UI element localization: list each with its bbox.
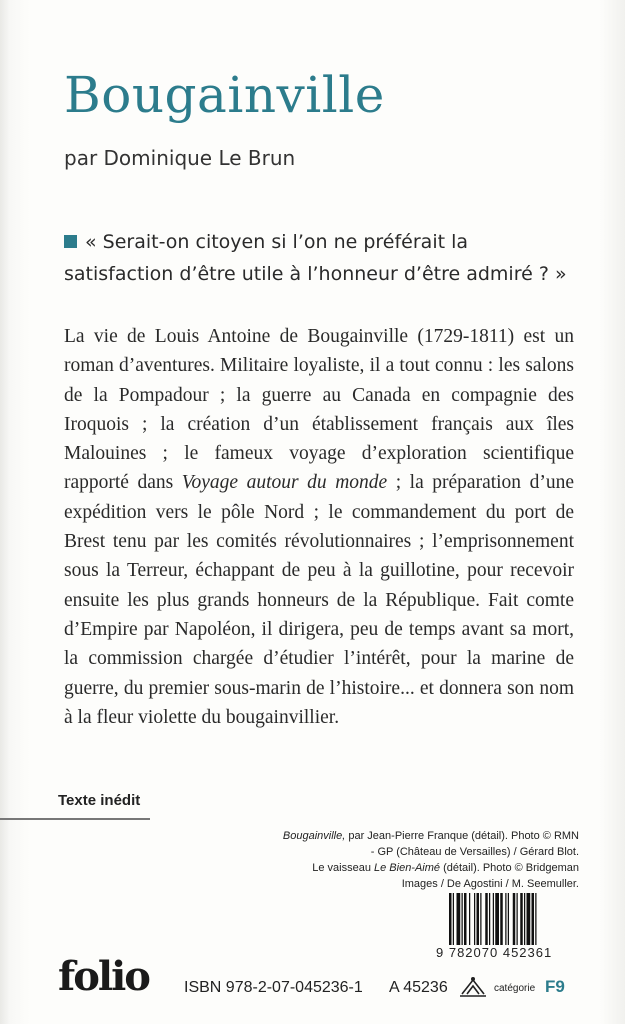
folio-emblem-icon [458, 974, 488, 1000]
summary-part-2: ; la préparation d’une expédition vers le pôle Nord ; le commandement du port de Brest tenu par les comités révolutionnaires ; l’emprisonnement sous la Terreur, échappant de peu à la guillotine, pour recevoir ensuite les plus grands honneurs de la République. Fait comte d’Empire par Napoléon, il dirigera, peu de temps avant sa mort, la commission chargée d’étudier l’intérêt, pour la marine de guerre, du premier sous-marin de l’histoire... et donnera son nom à la fleur violette du bougainvillier. [64, 472, 574, 728]
barcode-bar [469, 893, 470, 945]
folio-logo: folio [58, 953, 149, 1000]
credits-line-3 [239, 860, 579, 876]
barcode-bar [474, 893, 475, 945]
barcode-bar [513, 893, 516, 945]
barcode-bar [495, 893, 499, 945]
credits-line-4: Images / De Agostini / M. Seemuller. [401, 878, 579, 890]
barcode-bar [477, 893, 480, 945]
barcode-bar [464, 893, 467, 945]
texte-inedit-label: Texte inédit [58, 792, 141, 809]
credits-line-2: - GP (Château de Versailles) / Gérard Blot. [370, 846, 579, 858]
category-label: catégorie [494, 983, 536, 994]
barcode-bar [485, 893, 488, 945]
credits-line-1 [239, 828, 579, 844]
category-code: F9 [545, 977, 565, 996]
barcode-bar [532, 893, 535, 945]
barcode-graphic [449, 893, 569, 945]
barcode-bar [453, 893, 454, 945]
book-title: Bougainville [64, 66, 385, 124]
summary-paragraph [64, 322, 574, 732]
barcode-bar [508, 893, 509, 945]
catalog-number: A 45236 [389, 979, 448, 996]
barcode-bar [500, 893, 503, 945]
image-credits [239, 828, 579, 892]
isbn-number: ISBN 978-2-07-045236-1 [184, 979, 363, 996]
epigraph-quote [64, 226, 574, 290]
credits-line-3-a: Le vaisseau [312, 862, 374, 874]
barcode-bar [457, 893, 461, 945]
barcode-bar [462, 893, 463, 945]
summary-book-title: Voyage autour du monde [181, 472, 388, 494]
barcode-bar [517, 893, 518, 945]
quote-text: « Serait-on citoyen si l’on ne préférait la satisfaction d’être utile à l’honneur d’être admiré ? » [64, 231, 567, 285]
summary-part-1: La vie de Louis Antoine de Bougainville (1729-1811) est un roman d’aventures. Militaire loyaliste, il a tout connu : les salons de la Pompadour ; la guerre au Canada en compagnie des Iroquois ; la création d’un établissement français aux îles Malouines ; le fameux voyage d’exploration scientifique rapporté dans [64, 326, 574, 494]
barcode-bar [505, 893, 506, 945]
barcode-bar [480, 893, 481, 945]
barcode-bar [493, 893, 494, 945]
credits-line-3-b: (détail). Photo © Bridgeman [440, 862, 579, 874]
credits-line-3-italic: Le Bien-Aimé [374, 862, 441, 874]
barcode-bar [524, 893, 525, 945]
credits-line-1-italic: Bougainville, [282, 830, 346, 842]
credits-line-1-rest: par Jean-Pierre Franque (détail). Photo © RMN [345, 830, 579, 842]
barcode-bar [520, 893, 523, 945]
barcode-bar [489, 893, 490, 945]
barcode-bar [527, 893, 531, 945]
barcode-number: 9 782070 452361 [436, 945, 553, 960]
square-bullet-icon [64, 235, 77, 248]
barcode-bar [449, 893, 452, 945]
divider-rule [0, 818, 150, 820]
barcode-bar [535, 893, 536, 945]
author-line: par Dominique Le Brun [64, 146, 296, 170]
